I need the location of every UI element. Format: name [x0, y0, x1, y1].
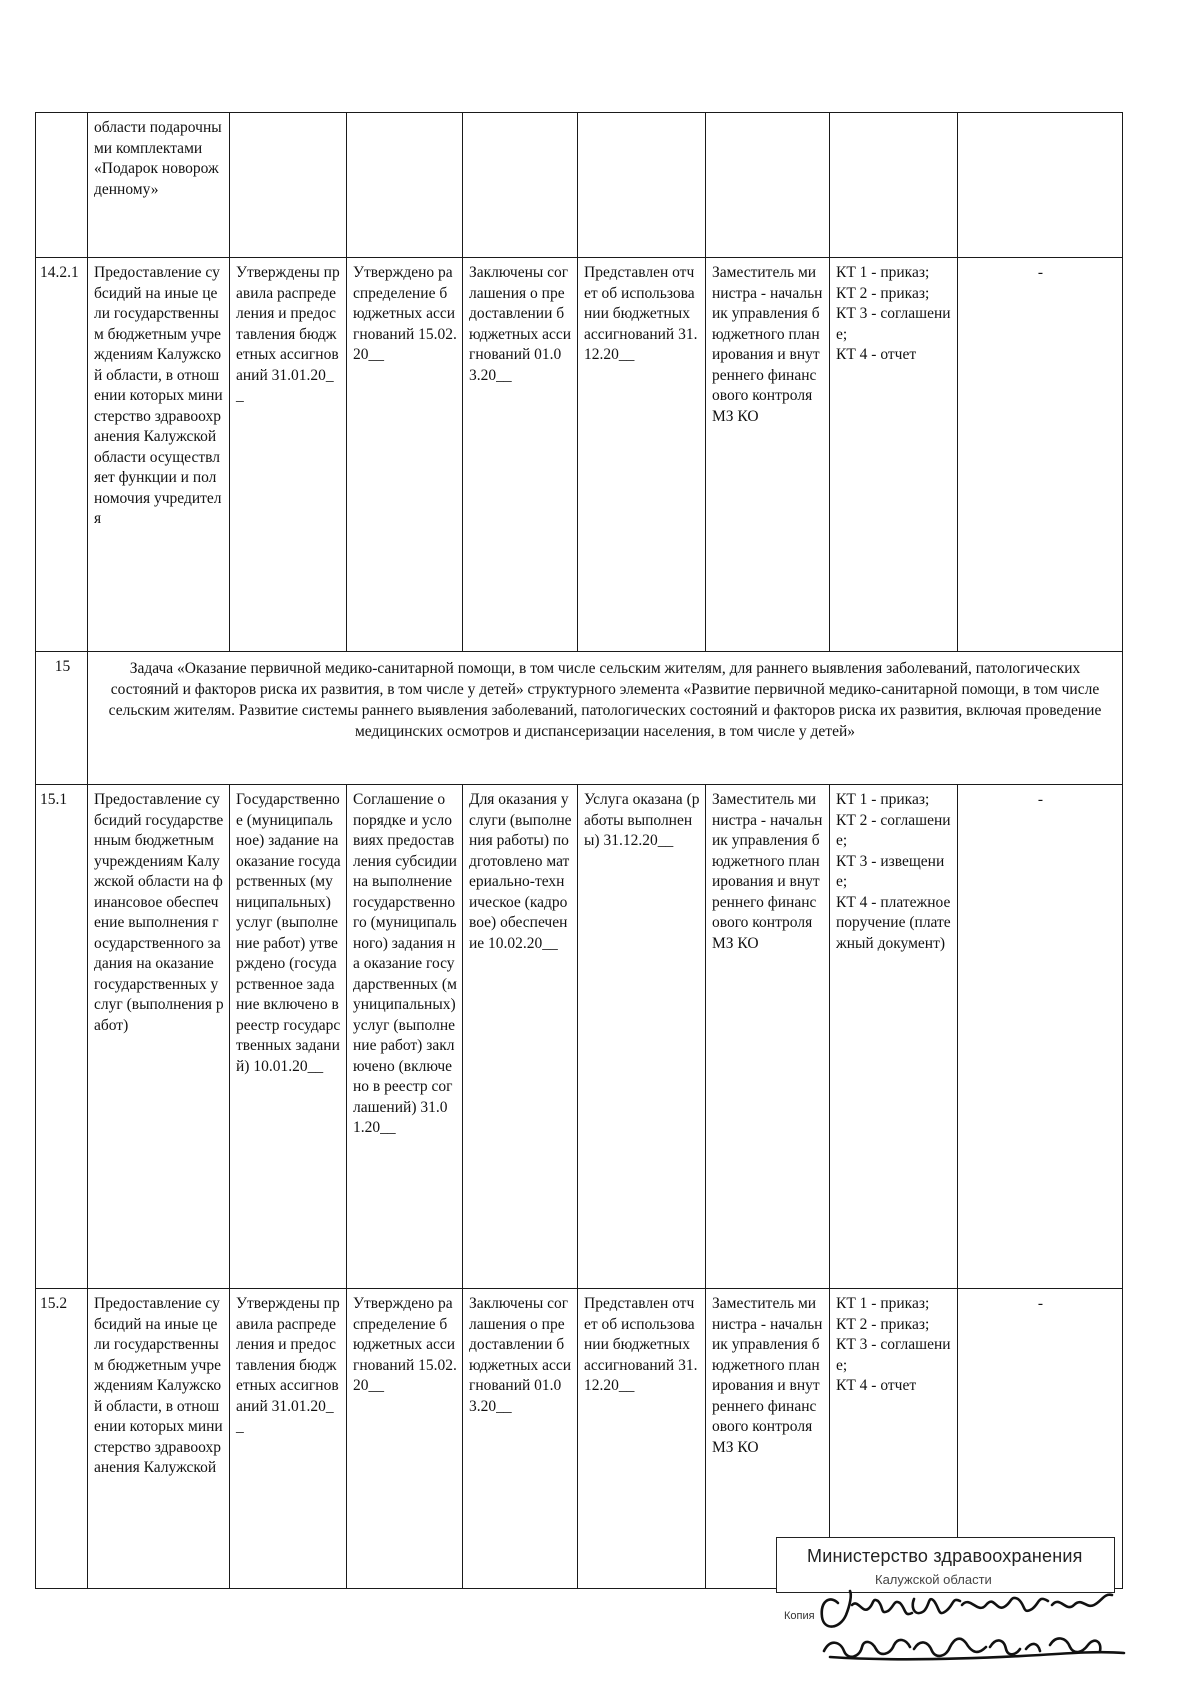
control-point-4: [578, 113, 706, 258]
control-item: КТ 1 - приказ;: [836, 791, 930, 808]
row-number: 15.2: [36, 1289, 88, 1589]
stamp-region: Калужской области: [875, 1572, 992, 1587]
row-number: 14.2.1: [36, 258, 88, 652]
control-documents: [830, 785, 958, 1289]
control-point-4: Услуга оказана (работы выполнены) 31.12.20__: [578, 785, 706, 1289]
control-point-3: Для оказания услуги (выполнения работы) подготовлено материально-техническое (кадровое) обеспечение 10.02.20__: [463, 785, 578, 1289]
note: -: [958, 1289, 1123, 1589]
note: [958, 113, 1123, 258]
control-item: КТ 4 - отчет: [836, 1377, 917, 1394]
control-item: КТ 1 - приказ;: [836, 264, 930, 281]
row-number: 15.1: [36, 785, 88, 1289]
control-item: КТ 3 - соглашение;: [836, 305, 951, 343]
event-name: Предоставление субсидий на иные цели государственным бюджетным учреждениям Калужской области, в отношении которых министерство здравоохранения Калужской: [88, 1289, 230, 1589]
control-point-1: Государственное (муниципальное) задание на оказание государственных (муниципальных) услуг (выполнение работ) утверждено (государственное задание включено в реестр государственных заданий) 10.01.20__: [230, 785, 347, 1289]
table-row: [36, 258, 1123, 652]
control-point-1: Утверждены правила распределения и предоставления бюджетных ассигнований 31.01.20__: [230, 1289, 347, 1589]
event-name: Предоставление субсидий на иные цели государственным бюджетным учреждениям Калужской области, в отношении которых министерство здравоохранения Калужской области осуществляет функции и полномочия учредителя: [88, 258, 230, 652]
control-point-2: Утверждено распределение бюджетных ассигнований 15.02.20__: [347, 258, 463, 652]
responsible: Заместитель министра - начальник управления бюджетного планирования и внутреннего финансового контроля МЗ КО: [706, 258, 830, 652]
responsible: [706, 113, 830, 258]
control-item: КТ 4 - отчет: [836, 346, 917, 363]
control-point-4: Представлен отчет об использовании бюджетных ассигнований 31.12.20__: [578, 1289, 706, 1589]
handwritten-signature-icon: [800, 1565, 1130, 1675]
control-point-4: Представлен отчет об использовании бюджетных ассигнований 31.12.20__: [578, 258, 706, 652]
control-item: КТ 4 - платежное поручение (платежный документ): [836, 893, 951, 952]
note: -: [958, 258, 1123, 652]
table-row: [36, 113, 1123, 258]
event-name: Предоставление субсидий государственным бюджетным учреждениям Калужской области на финансовое обеспечение выполнения государственного задания на оказание государственных услуг (выполнения работ): [88, 785, 230, 1289]
control-point-3: [463, 113, 578, 258]
control-item: КТ 2 - приказ;: [836, 1315, 930, 1333]
plan-table: [35, 112, 1123, 1589]
control-documents: [830, 258, 958, 652]
control-point-2: Утверждено распределение бюджетных ассигнований 15.02.20__: [347, 1289, 463, 1589]
task-row: [36, 652, 1123, 785]
control-documents: [830, 113, 958, 258]
stamp-copy-label: Копия: [784, 1610, 815, 1622]
control-point-2: [347, 113, 463, 258]
responsible: Заместитель министра - начальник управления бюджетного планирования и внутреннего финансового контроля МЗ КО: [706, 785, 830, 1289]
control-item: КТ 3 - соглашение;: [836, 1336, 951, 1374]
event-name: области подарочными комплектами «Подарок новорожденному»: [88, 113, 230, 258]
control-point-1: [230, 113, 347, 258]
stamp-organization: Министерство здравоохранения: [807, 1546, 1083, 1566]
control-point-1: Утверждены правила распределения и предоставления бюджетных ассигнований 31.01.20__: [230, 258, 347, 652]
control-item: КТ 3 - извещение;: [836, 852, 945, 890]
control-point-3: Заключены соглашения о предоставлении бюджетных ассигнований 01.03.20__: [463, 1289, 578, 1589]
note: -: [958, 785, 1123, 1289]
row-number: [36, 113, 88, 258]
table-row: [36, 785, 1123, 1289]
control-item: КТ 2 - приказ;: [836, 284, 930, 302]
responsible: Заместитель министра - начальник управления бюджетного планирования и внутреннего финансового контроля МЗ КО: [706, 1289, 830, 1589]
control-point-2: Соглашение о порядке и условиях предоставления субсидии на выполнение государственного (муниципального) задания на оказание государственных (муниципальных) услуг (выполнение работ) заключено (включено в реестр соглашений) 31.01.20__: [347, 785, 463, 1289]
task-description: Задача «Оказание первичной медико-санитарной помощи, в том числе сельским жителям, для раннего выявления заболеваний, патологических состояний и факторов риска их развития, в том числе у детей» структурного элемента «Развитие первичной медико-санитарной помощи, в том числе сельским жителям. Развитие системы раннего выявления заболеваний, патологических состояний и факторов риска их развития, включая проведение медицинских осмотров и диспансеризации населения, в том числе у детей»: [88, 652, 1123, 785]
control-item: КТ 2 - соглашение;: [836, 811, 951, 849]
row-number: 15: [36, 652, 88, 785]
control-item: КТ 1 - приказ;: [836, 1295, 930, 1312]
control-point-3: Заключены соглашения о предоставлении бюджетных ассигнований 01.03.20__: [463, 258, 578, 652]
